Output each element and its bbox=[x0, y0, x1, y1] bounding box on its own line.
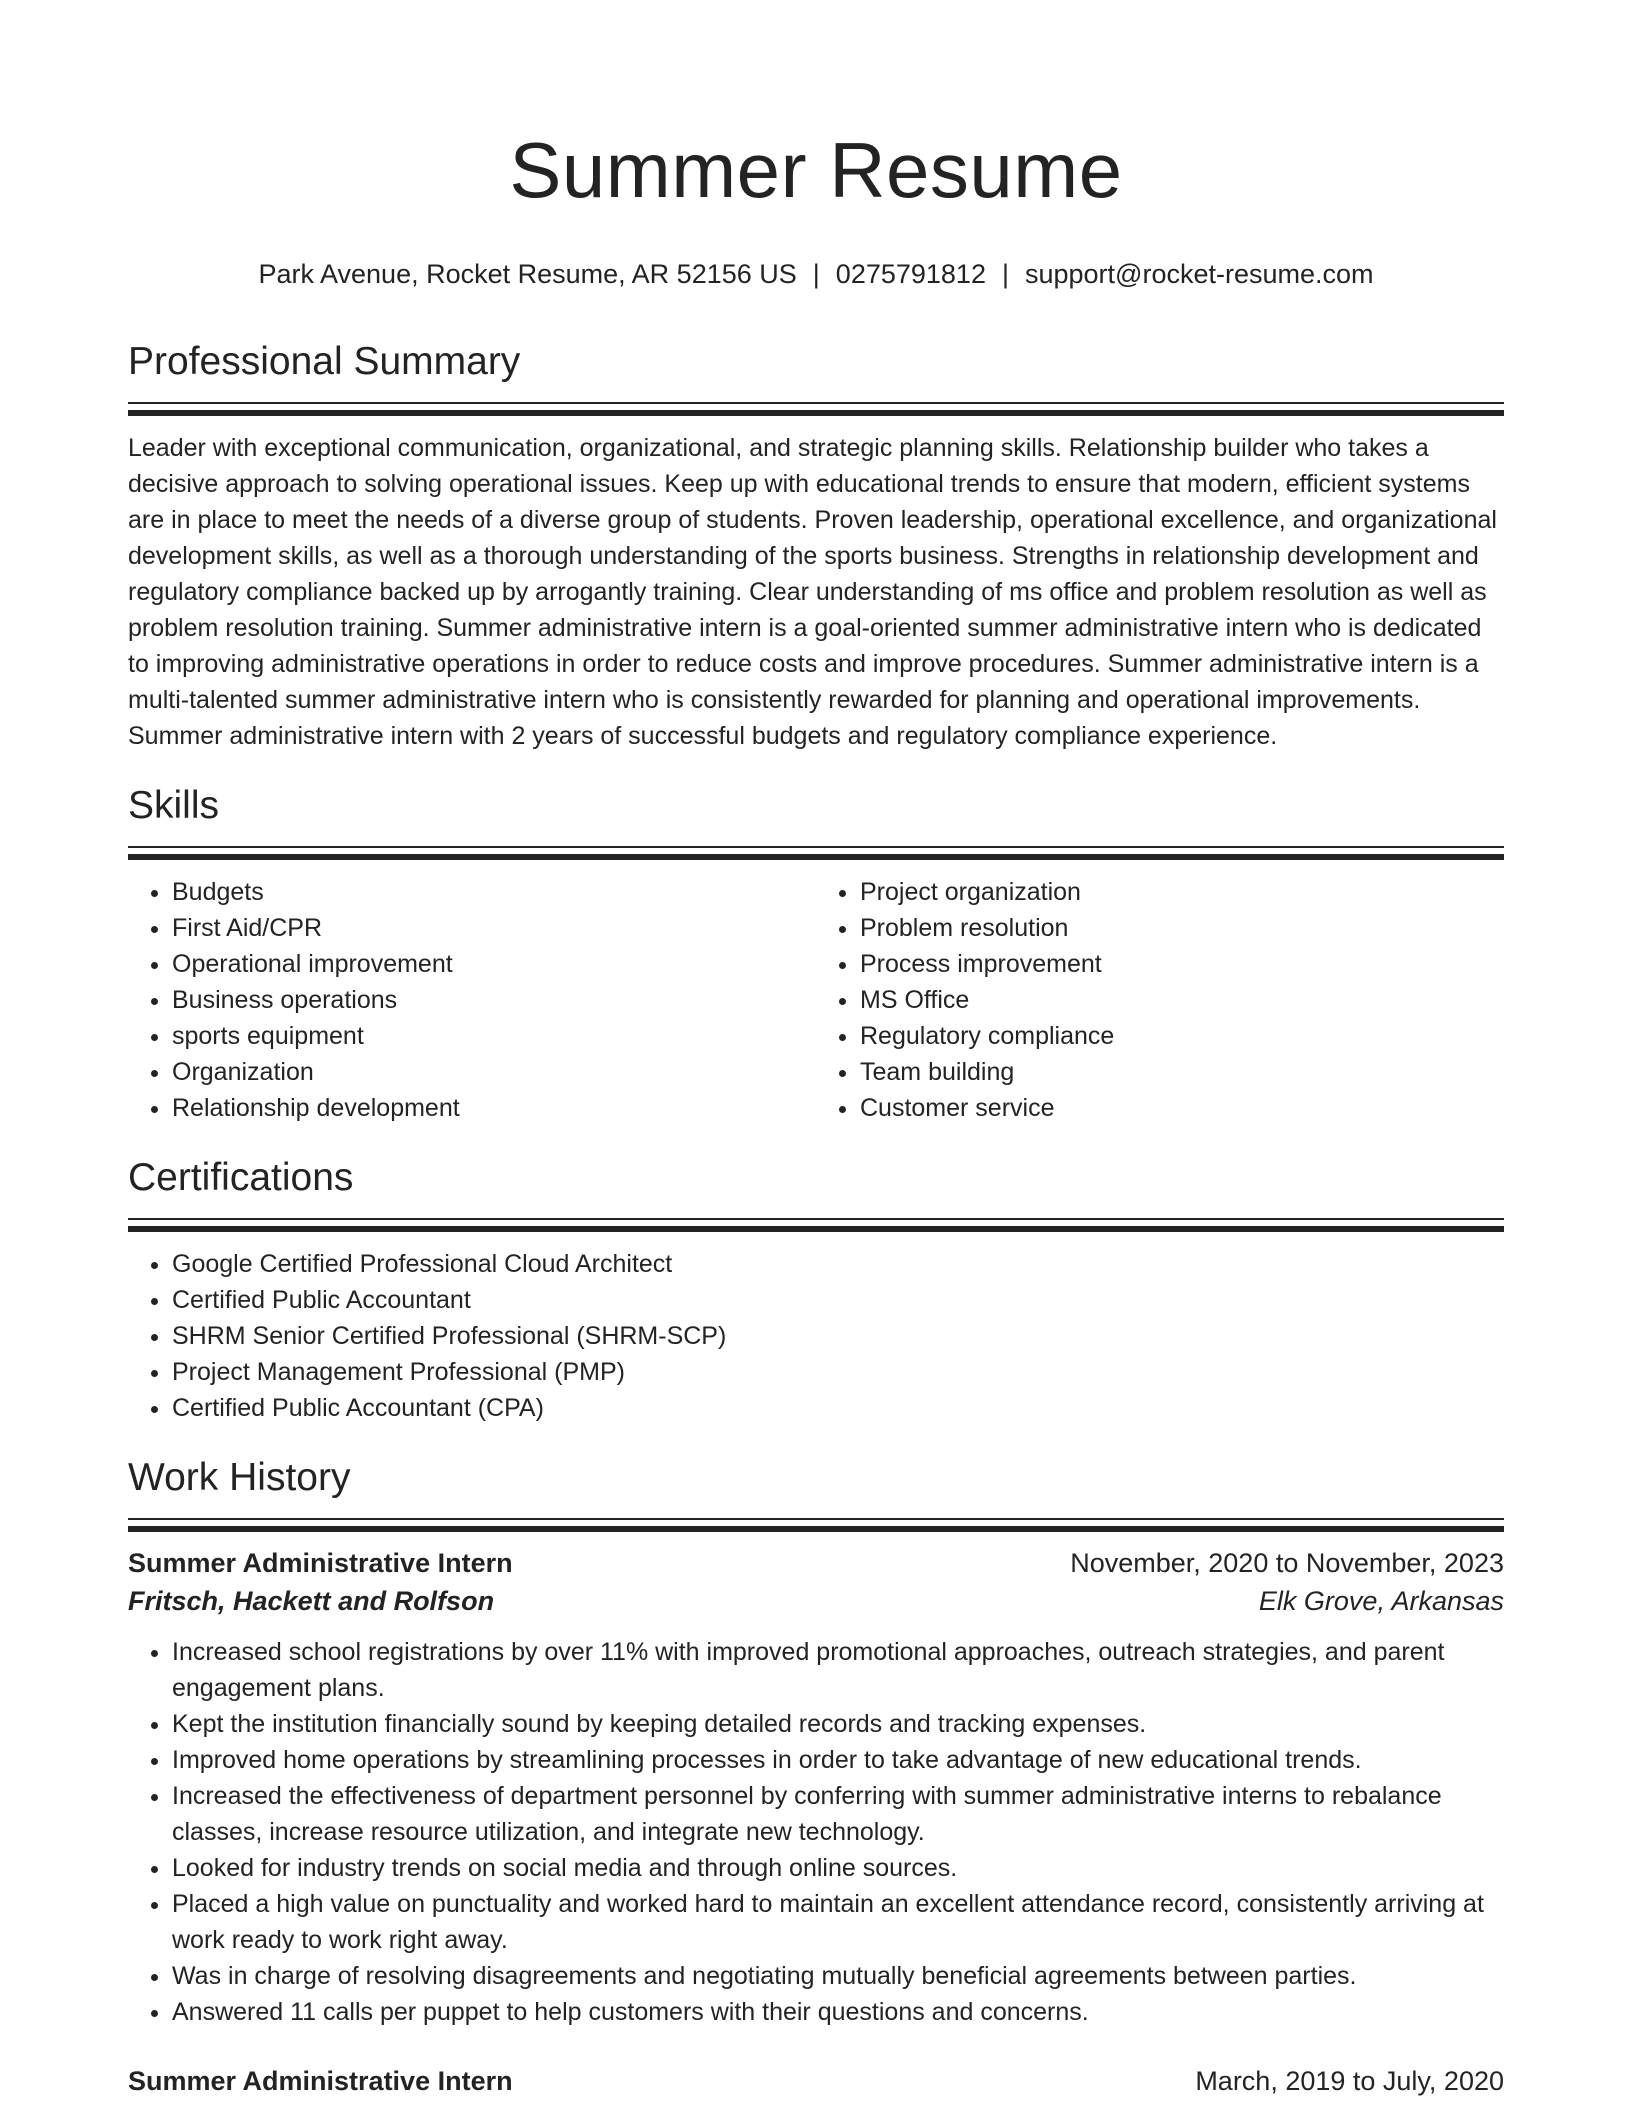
contact-phone: 0275791812 bbox=[835, 259, 986, 289]
job-duty-item: • Was in charge of resolving disagreements and negotiating mutually beneficial agreements between parties. bbox=[172, 1958, 1504, 1994]
job-duty-item: • Improved home operations by streamlining processes in order to take advantage of new educational trends. bbox=[172, 1742, 1504, 1778]
certification-item: • Certified Public Accountant bbox=[172, 1282, 1504, 1318]
job-duty-item: • Increased school registrations by over 11% with improved promotional approaches, outreach strategies, and parent engagement plans. bbox=[172, 1634, 1504, 1706]
skill-item: • Operational improvement bbox=[172, 946, 816, 982]
contact-separator: | bbox=[1001, 259, 1009, 289]
skill-item: • Customer service bbox=[860, 1090, 1504, 1126]
job-company: Fritsch, Hackett and Rolfson bbox=[128, 1586, 495, 1616]
skill-item: • Project organization bbox=[860, 874, 1504, 910]
certification-item: • Google Certified Professional Cloud Architect bbox=[172, 1246, 1504, 1282]
contact-email: support@rocket-resume.com bbox=[1024, 259, 1374, 289]
work-history-section bbox=[128, 1452, 1504, 2100]
certification-item: • Certified Public Accountant (CPA) bbox=[172, 1390, 1504, 1426]
skill-item: • Process improvement bbox=[860, 946, 1504, 982]
certifications-section bbox=[128, 1152, 1504, 1426]
skill-item: • Organization bbox=[172, 1054, 816, 1090]
job-duty-item: • Increased the effectiveness of department personnel by conferring with summer administrative interns to rebalance classes, increase resource utilization, and integrate new technology. bbox=[172, 1778, 1504, 1850]
skill-item: • Problem resolution bbox=[860, 910, 1504, 946]
skill-item: • Regulatory compliance bbox=[860, 1018, 1504, 1054]
skill-item: • Business operations bbox=[172, 982, 816, 1018]
job-title: Summer Administrative Intern bbox=[128, 2066, 513, 2096]
job-duty-item: • Looked for industry trends on social media and through online sources. bbox=[172, 1850, 1504, 1886]
section-divider bbox=[128, 846, 1504, 860]
job-entry bbox=[128, 1544, 1504, 2030]
job-entry bbox=[128, 2062, 1504, 2100]
skill-item: • MS Office bbox=[860, 982, 1504, 1018]
skill-item: • Relationship development bbox=[172, 1090, 816, 1126]
certification-item: • SHRM Senior Certified Professional (SHRM-SCP) bbox=[172, 1318, 1504, 1354]
summary-heading: Professional Summary bbox=[128, 340, 521, 383]
job-location: Elk Grove, Arkansas bbox=[1258, 1586, 1504, 1616]
skill-item: • Budgets bbox=[172, 874, 816, 910]
certifications-heading: Certifications bbox=[128, 1156, 354, 1199]
skills-section bbox=[128, 780, 1504, 1126]
job-dates: November, 2020 to November, 2023 bbox=[1070, 1548, 1504, 1578]
contact-line bbox=[128, 256, 1504, 292]
section-divider bbox=[128, 402, 1504, 416]
job-header-row bbox=[128, 2062, 1504, 2100]
skills-grid bbox=[128, 874, 1504, 1126]
skill-item: • sports equipment bbox=[172, 1018, 816, 1054]
skill-item: • Team building bbox=[860, 1054, 1504, 1090]
skills-left-list bbox=[128, 874, 816, 1126]
summary-text: Leader with exceptional communication, organizational, and strategic planning skills. Relationship builder who takes a decisive approach to solving operational issues. Keep up with educational trends to ensure that modern, efficient systems are in place to meet the needs of a diverse group of students. Proven leadership, operational excellence, and organizational development skills, as well as a thorough understanding of the sports business. Strengths in relationship development and regulatory compliance backed up by arrogantly training. Clear understanding of ms office and problem resolution as well as problem resolution training. Summer administrative intern is a goal-oriented summer administrative intern who is dedicated to improving administrative operations in order to reduce costs and improve procedures. Summer administrative intern is a multi-talented summer administrative intern who is consistently rewarded for planning and operational improvements. Summer administrative intern with 2 years of successful budgets and regulatory compliance experience. bbox=[128, 434, 1497, 750]
job-duties-list bbox=[128, 1634, 1504, 2030]
resume-name: Summer Resume bbox=[509, 126, 1123, 214]
contact-address: Park Avenue, Rocket Resume, AR 52156 US bbox=[258, 259, 797, 289]
certification-item: • Project Management Professional (PMP) bbox=[172, 1354, 1504, 1390]
skill-item: • First Aid/CPR bbox=[172, 910, 816, 946]
job-header-row bbox=[128, 1544, 1504, 1582]
job-title: Summer Administrative Intern bbox=[128, 1548, 513, 1578]
job-duty-item: • Placed a high value on punctuality and worked hard to maintain an excellent attendance record, consistently arriving at work ready to work right away. bbox=[172, 1886, 1504, 1958]
contact-separator: | bbox=[812, 259, 820, 289]
job-dates: March, 2019 to July, 2020 bbox=[1195, 2066, 1504, 2096]
job-duty-item: • Answered 11 calls per puppet to help customers with their questions and concerns. bbox=[172, 1994, 1504, 2030]
skills-right-list bbox=[816, 874, 1504, 1126]
work-history-heading: Work History bbox=[128, 1456, 351, 1499]
section-divider bbox=[128, 1218, 1504, 1232]
certifications-list bbox=[128, 1246, 1504, 1426]
skills-heading: Skills bbox=[128, 784, 220, 827]
section-divider bbox=[128, 1518, 1504, 1532]
job-duty-item: • Kept the institution financially sound by keeping detailed records and tracking expenses. bbox=[172, 1706, 1504, 1742]
summary-section bbox=[128, 336, 1504, 754]
job-subheader-row bbox=[128, 1582, 1504, 1620]
